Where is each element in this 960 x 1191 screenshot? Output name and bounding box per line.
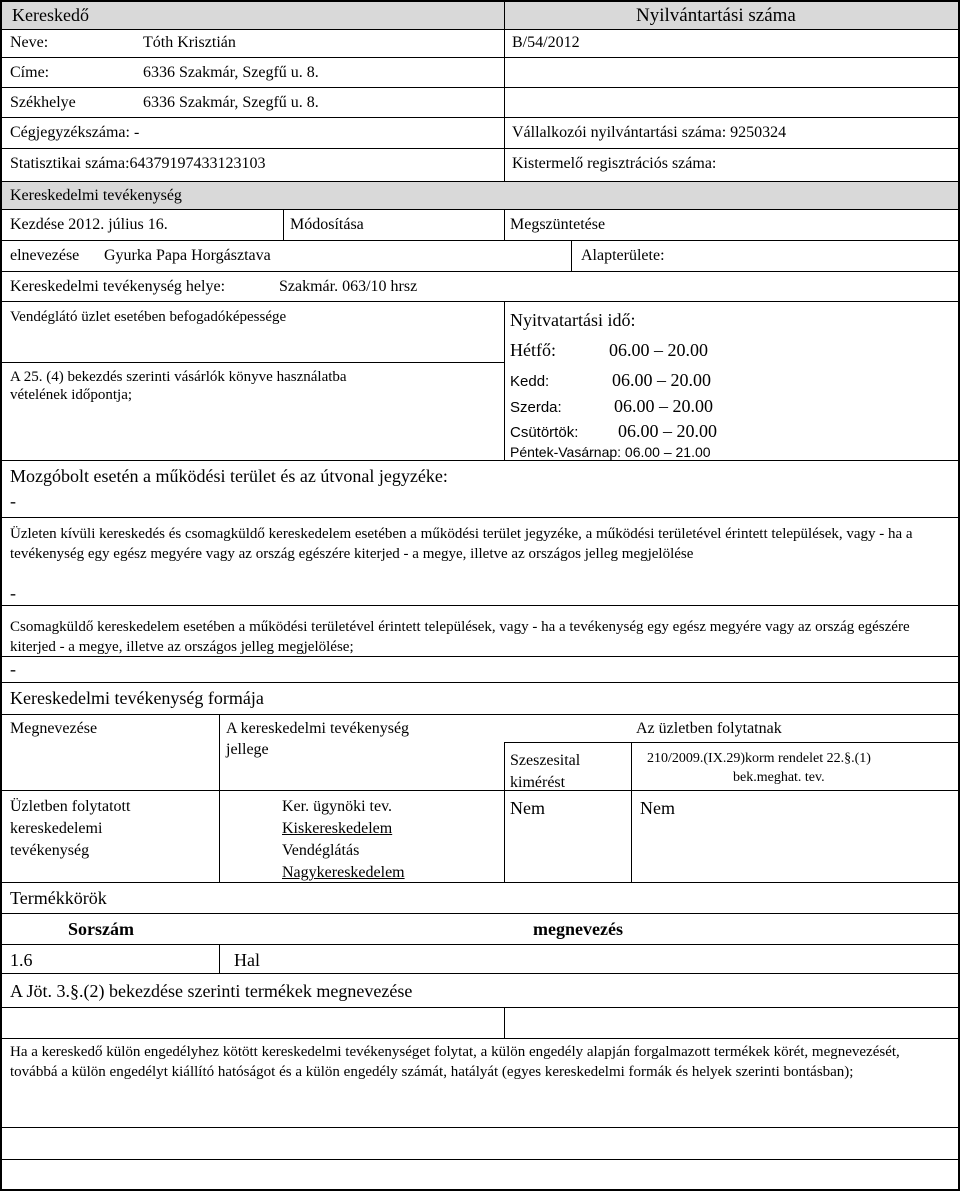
nature-item: Ker. ügynöki tev. [282,798,393,815]
registry-number-title: Nyilvántartási száma [636,5,796,26]
nature-item: Kiskereskedelem [282,820,393,837]
entrepreneur-registration: Vállalkozói nyilvántartási száma: 9250324 [512,124,787,141]
trader-name: Tóth Krisztián [143,34,236,51]
col-header-decree-2: bek.meghat. tev. [733,770,825,785]
activity-terminated: Megszüntetése [510,216,606,233]
opening-weekend: Péntek-Vasárnap: 06.00 – 21.00 [510,444,711,460]
special-permit-text: Ha a kereskedő külön engedélyhez kötött kereskedelmi tevékenységet folytat, a külön engedély alapján forgalmazott termékek körét, megnevezését, továbbá a külön engedélyt kiállító hatóságot és a külön engedély számát, hatályát (egyes kereskedelmi formák és helyek szerinti bontásban); [10,1044,900,1080]
name-label: Neve: [10,34,49,51]
registry-number: B/54/2012 [512,34,580,51]
location-label: Kereskedelmi tevékenység helye: [10,278,226,295]
producer-registration: Kistermelő regisztrációs száma: [512,155,717,172]
activity-modified: Módosítása [290,216,364,233]
decree-value: Nem [640,798,675,818]
product-name: Hal [234,950,260,970]
opening-day: Kedd: [510,373,550,390]
shop-name-label: elnevezése [10,247,80,264]
nature-item: Nagykereskedelem [282,864,405,881]
opening-hours: 06.00 – 20.00 [614,396,713,416]
col-header-nature-1: A kereskedelmi tevékenység [226,720,410,737]
seat-label: Székhelye [10,94,76,111]
statistical-number: Statisztikai száma:64379197433123103 [10,155,266,172]
company-registration: Cégjegyzékszáma: - [10,124,140,141]
col-header-name: Megnevezése [10,720,98,737]
address-label: Címe: [10,64,50,81]
nature-item: Vendéglátás [282,842,360,859]
opening-hours: 06.00 – 20.00 [618,421,717,441]
opening-hours-title: Nyitvatartási idő: [510,310,636,330]
trader-section-title: Kereskedő [12,5,89,25]
products-title: Termékkörök [10,888,107,908]
capacity-label: Vendéglátó üzlet esetében befogadóképessége [10,309,287,325]
floor-area: Alapterülete: [581,247,665,264]
col-header-store: Az üzletben folytatnak [636,720,782,737]
product-number: 1.6 [10,950,33,970]
complaint-book-line-1: A 25. (4) bekezdés szerinti vásárlók könyve használatba [10,369,347,385]
opening-hours: 06.00 – 20.00 [612,370,711,390]
products-col-name: megnevezés [533,919,623,939]
location-value: Szakmár. 063/10 hrsz [279,278,418,295]
shop-name: Gyurka Papa Horgásztava [104,247,271,264]
row-label-2: kereskedelemi [10,820,103,837]
trader-seat: 6336 Szakmár, Szegfű u. 8. [143,94,319,111]
col-header-spirits-1: Szeszesital [510,752,581,769]
opening-hours: 06.00 – 20.00 [609,340,708,360]
col-header-spirits-2: kimérést [510,774,566,791]
trader-address: 6336 Szakmár, Szegfű u. 8. [143,64,319,81]
activity-start: Kezdése 2012. július 16. [10,216,168,233]
col-header-nature-2: jellege [226,741,269,758]
opening-day: Csütörtök: [510,424,579,441]
jot-products-title: A Jöt. 3.§.(2) bekezdése szerinti termékek megnevezése [10,981,413,1001]
mail-order-value: - [10,659,16,679]
row-label-1: Üzletben folytatott [10,798,131,815]
complaint-book-line-2: vételének időpontja; [10,387,133,403]
outside-shop-text: Üzleten kívüli kereskedés és csomagküldő kereskedelem esetében a működési terület jegyzéke, a működési területével érintett települések, vagy - ha a tevékenység egy egész megyére vagy az ország egészére kiterjed - a megye, illetve az országos jelleg megjelölése [10,526,913,562]
opening-day: Szerda: [510,399,562,416]
col-header-decree-1: 210/2009.(IX.29)korm rendelet 22.§.(1) [647,751,871,766]
products-col-number: Sorszám [68,919,134,939]
opening-day: Hétfő: [510,340,556,360]
mobile-shop-title: Mozgóbolt esetén a működési terület és az útvonal jegyzéke: [10,466,448,486]
trade-form-title: Kereskedelmi tevékenység formája [10,688,264,708]
spirits-value: Nem [510,798,545,818]
mobile-shop-value: - [10,491,16,511]
row-label-3: tevékenység [10,842,90,859]
outside-shop-value: - [10,583,16,603]
mail-order-text: Csomagküldő kereskedelem esetében a működési területével érintett települések, vagy - ha a tevékenység egy egész megyére vagy az ország egészére kiterjed - a megye, illetve az országos jelleg megjelölése; [10,619,910,655]
activity-section-title: Kereskedelmi tevékenység [10,187,182,204]
